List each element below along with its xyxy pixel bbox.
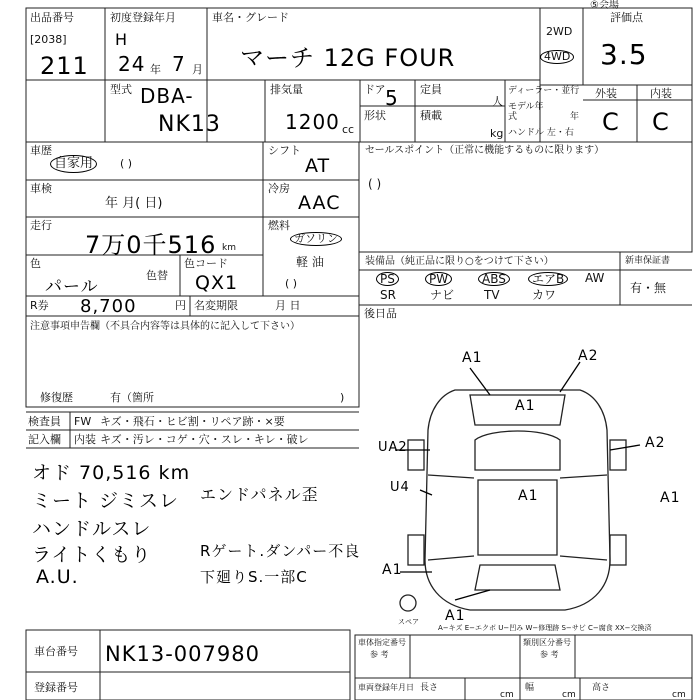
lot-number: 211	[40, 52, 89, 80]
displacement: 1200	[285, 110, 340, 134]
model-line1: DBA-	[140, 84, 194, 108]
repair-value: 有（箇所	[110, 391, 154, 404]
note-seat: ミート ジミスレ	[32, 490, 180, 512]
equip-tv: TV	[484, 288, 500, 302]
sales-point-paren: ( )	[368, 177, 382, 191]
chassis-number: NK13-007980	[105, 642, 260, 666]
ac-value: AAC	[298, 192, 341, 214]
warranty-label: 新車保証書	[625, 256, 671, 266]
repair-close: )	[340, 391, 345, 404]
equip-aw: AW	[585, 271, 605, 285]
equip-sr: SR	[380, 288, 396, 302]
drive-4wd: 4WD	[540, 50, 574, 64]
mark-bonnet: A1	[515, 398, 536, 414]
ac-label: 冷房	[268, 182, 290, 195]
length-unit: cm	[500, 690, 514, 700]
deadline-fields: 月 日	[275, 299, 301, 312]
equip-ps: PS	[376, 272, 399, 286]
lot-number-label: 出品番号	[30, 11, 74, 24]
recycle-unit: 円	[175, 299, 186, 312]
mark-rear-left: A1	[382, 562, 403, 578]
dealer-label: ディーラー・並行	[508, 86, 580, 96]
exterior-label: 外装	[595, 87, 617, 100]
repair-label: 修復歴	[40, 391, 73, 404]
shape-label: 形状	[364, 109, 386, 122]
equip-pw: PW	[425, 272, 452, 286]
notes-label: 注意事項申告欄（不具合内容等は具体的に記入して下さい）	[30, 321, 300, 332]
body-designation-label: 車体指定番号	[358, 638, 406, 647]
spare-label: スペア	[398, 618, 419, 626]
first-registration-label: 初度登録年月	[110, 11, 176, 24]
mark-front-right: A2	[578, 348, 599, 364]
recycle-label: R券	[30, 299, 49, 312]
evaluation-score: 3.5	[600, 38, 648, 71]
fuel-label: 燃料	[268, 219, 290, 232]
drive-2wd: 2WD	[546, 25, 573, 38]
class-number-label: 類別区分番号	[523, 638, 571, 647]
later-items-label: 後日品	[364, 307, 397, 320]
note-rear-gate: Rゲート.ダンパー不良	[200, 542, 361, 560]
model-label: 型式	[110, 83, 132, 96]
note-au: A.U.	[36, 566, 79, 588]
registration-month: 7	[172, 52, 186, 76]
history-value: 自家用	[50, 155, 97, 173]
shift-label: シフト	[268, 144, 301, 157]
history-paren: ( )	[120, 157, 133, 170]
inspection-fields: 年 月( 日)	[105, 196, 163, 211]
era: H	[115, 30, 129, 49]
width-label: 幅	[525, 683, 535, 693]
recycle-value: 8,700	[80, 296, 137, 317]
mileage-label: 走行	[30, 219, 52, 232]
capacity-unit: 人	[492, 95, 503, 108]
doors-label: ドア	[364, 83, 386, 96]
mark-left-door: U4	[390, 480, 410, 495]
inspector-label: 検査員	[28, 415, 61, 428]
capacity-label: 定員	[420, 83, 442, 96]
note-undercarriage: 下廻りS.一部C	[200, 568, 308, 586]
venue-label: ⑤会場	[590, 0, 619, 11]
color-code-label: 色コード	[184, 257, 228, 270]
deadline-label: 名変期限	[194, 299, 238, 312]
load-label: 積載	[420, 109, 442, 122]
mileage-unit: km	[222, 243, 236, 253]
fw-label: FW	[74, 415, 92, 428]
shift-value: AT	[305, 155, 331, 177]
equipment-label: 装備品（純正品に限り○をつけて下さい）	[365, 256, 554, 267]
width-unit: cm	[562, 690, 576, 700]
interior-check-label: 内装	[74, 433, 96, 446]
equip-abs: ABS	[478, 272, 510, 286]
sales-point-label: セールスポイント（正常に機能するものに限ります）	[365, 145, 605, 156]
history-label: 車歴	[30, 144, 52, 157]
mark-left-fender: UA2	[378, 440, 408, 455]
doors: 5	[385, 86, 399, 110]
exterior-grade: C	[602, 108, 620, 136]
fuel-value: ガソリン	[290, 232, 342, 246]
writer-label: 記入欄	[28, 433, 61, 446]
load-unit: kg	[490, 127, 504, 140]
interior-grade: C	[652, 108, 670, 136]
color-change-label: 色替	[146, 269, 168, 282]
equip-navi: ナビ	[430, 288, 455, 302]
equip-leather: カワ	[532, 288, 557, 302]
displacement-label: 排気量	[270, 83, 303, 96]
registration-date-label: 車両登録年月日	[358, 683, 414, 692]
model-year-label: モデル年式	[508, 102, 544, 122]
note-end-panel: エンドパネル歪	[200, 485, 319, 504]
warranty-value: 有・無	[630, 281, 667, 295]
model-line2: NK13	[158, 112, 221, 137]
note-odo: オド 70,516 km	[32, 462, 191, 484]
mark-right-fender: A2	[645, 435, 666, 451]
mark-rear: A1	[445, 608, 466, 624]
length-label: 長さ	[420, 683, 439, 693]
mark-front-left: A1	[462, 350, 483, 366]
registration-number-label: 登録番号	[34, 681, 78, 694]
interior-label: 内装	[650, 87, 672, 100]
height-label: 高さ	[592, 683, 611, 693]
class-number-ref: 参 考	[540, 650, 559, 659]
year-unit: 年	[150, 63, 161, 76]
mileage-value: 7万0千516	[85, 231, 217, 259]
body-designation-ref: 参 考	[370, 650, 389, 659]
chassis-label: 車台番号	[34, 645, 78, 658]
equip-airbag: エアB	[528, 272, 568, 286]
color-code: QX1	[195, 272, 239, 294]
month-unit: 月	[192, 63, 203, 76]
handle-label: ハンドル 左・右	[508, 128, 574, 138]
car-name-label: 車名・グレード	[212, 11, 289, 24]
fw-items: キズ・飛石・ヒビ割・リペア跡・×要	[100, 415, 285, 428]
color-label: 色	[30, 257, 41, 270]
displacement-unit: cc	[342, 123, 355, 136]
score-label: 評価点	[610, 11, 643, 24]
lot-code: [2038]	[30, 33, 67, 46]
fuel-paren: ( )	[285, 277, 298, 290]
note-light: ライトくもり	[32, 544, 152, 566]
color-value: パール	[45, 277, 99, 297]
interior-items: キズ・汚レ・コゲ・穴・スレ・キレ・破レ	[100, 433, 309, 446]
registration-year: 24	[118, 52, 146, 76]
damage-legend: A−キズ E−エクボ U−凹み W−修理跡 S−サビ C−腐食 XX−交換済	[438, 624, 652, 632]
inspection-label: 車検	[30, 182, 52, 195]
mark-right-door: A1	[660, 490, 681, 506]
car-name: マーチ 12G FOUR	[240, 44, 456, 72]
note-handle: ハンドルスレ	[32, 518, 152, 540]
mark-roof: A1	[518, 488, 539, 504]
height-unit: cm	[672, 690, 686, 700]
model-year-unit: 年	[570, 112, 580, 122]
fuel-other: 軽 油	[296, 255, 324, 269]
